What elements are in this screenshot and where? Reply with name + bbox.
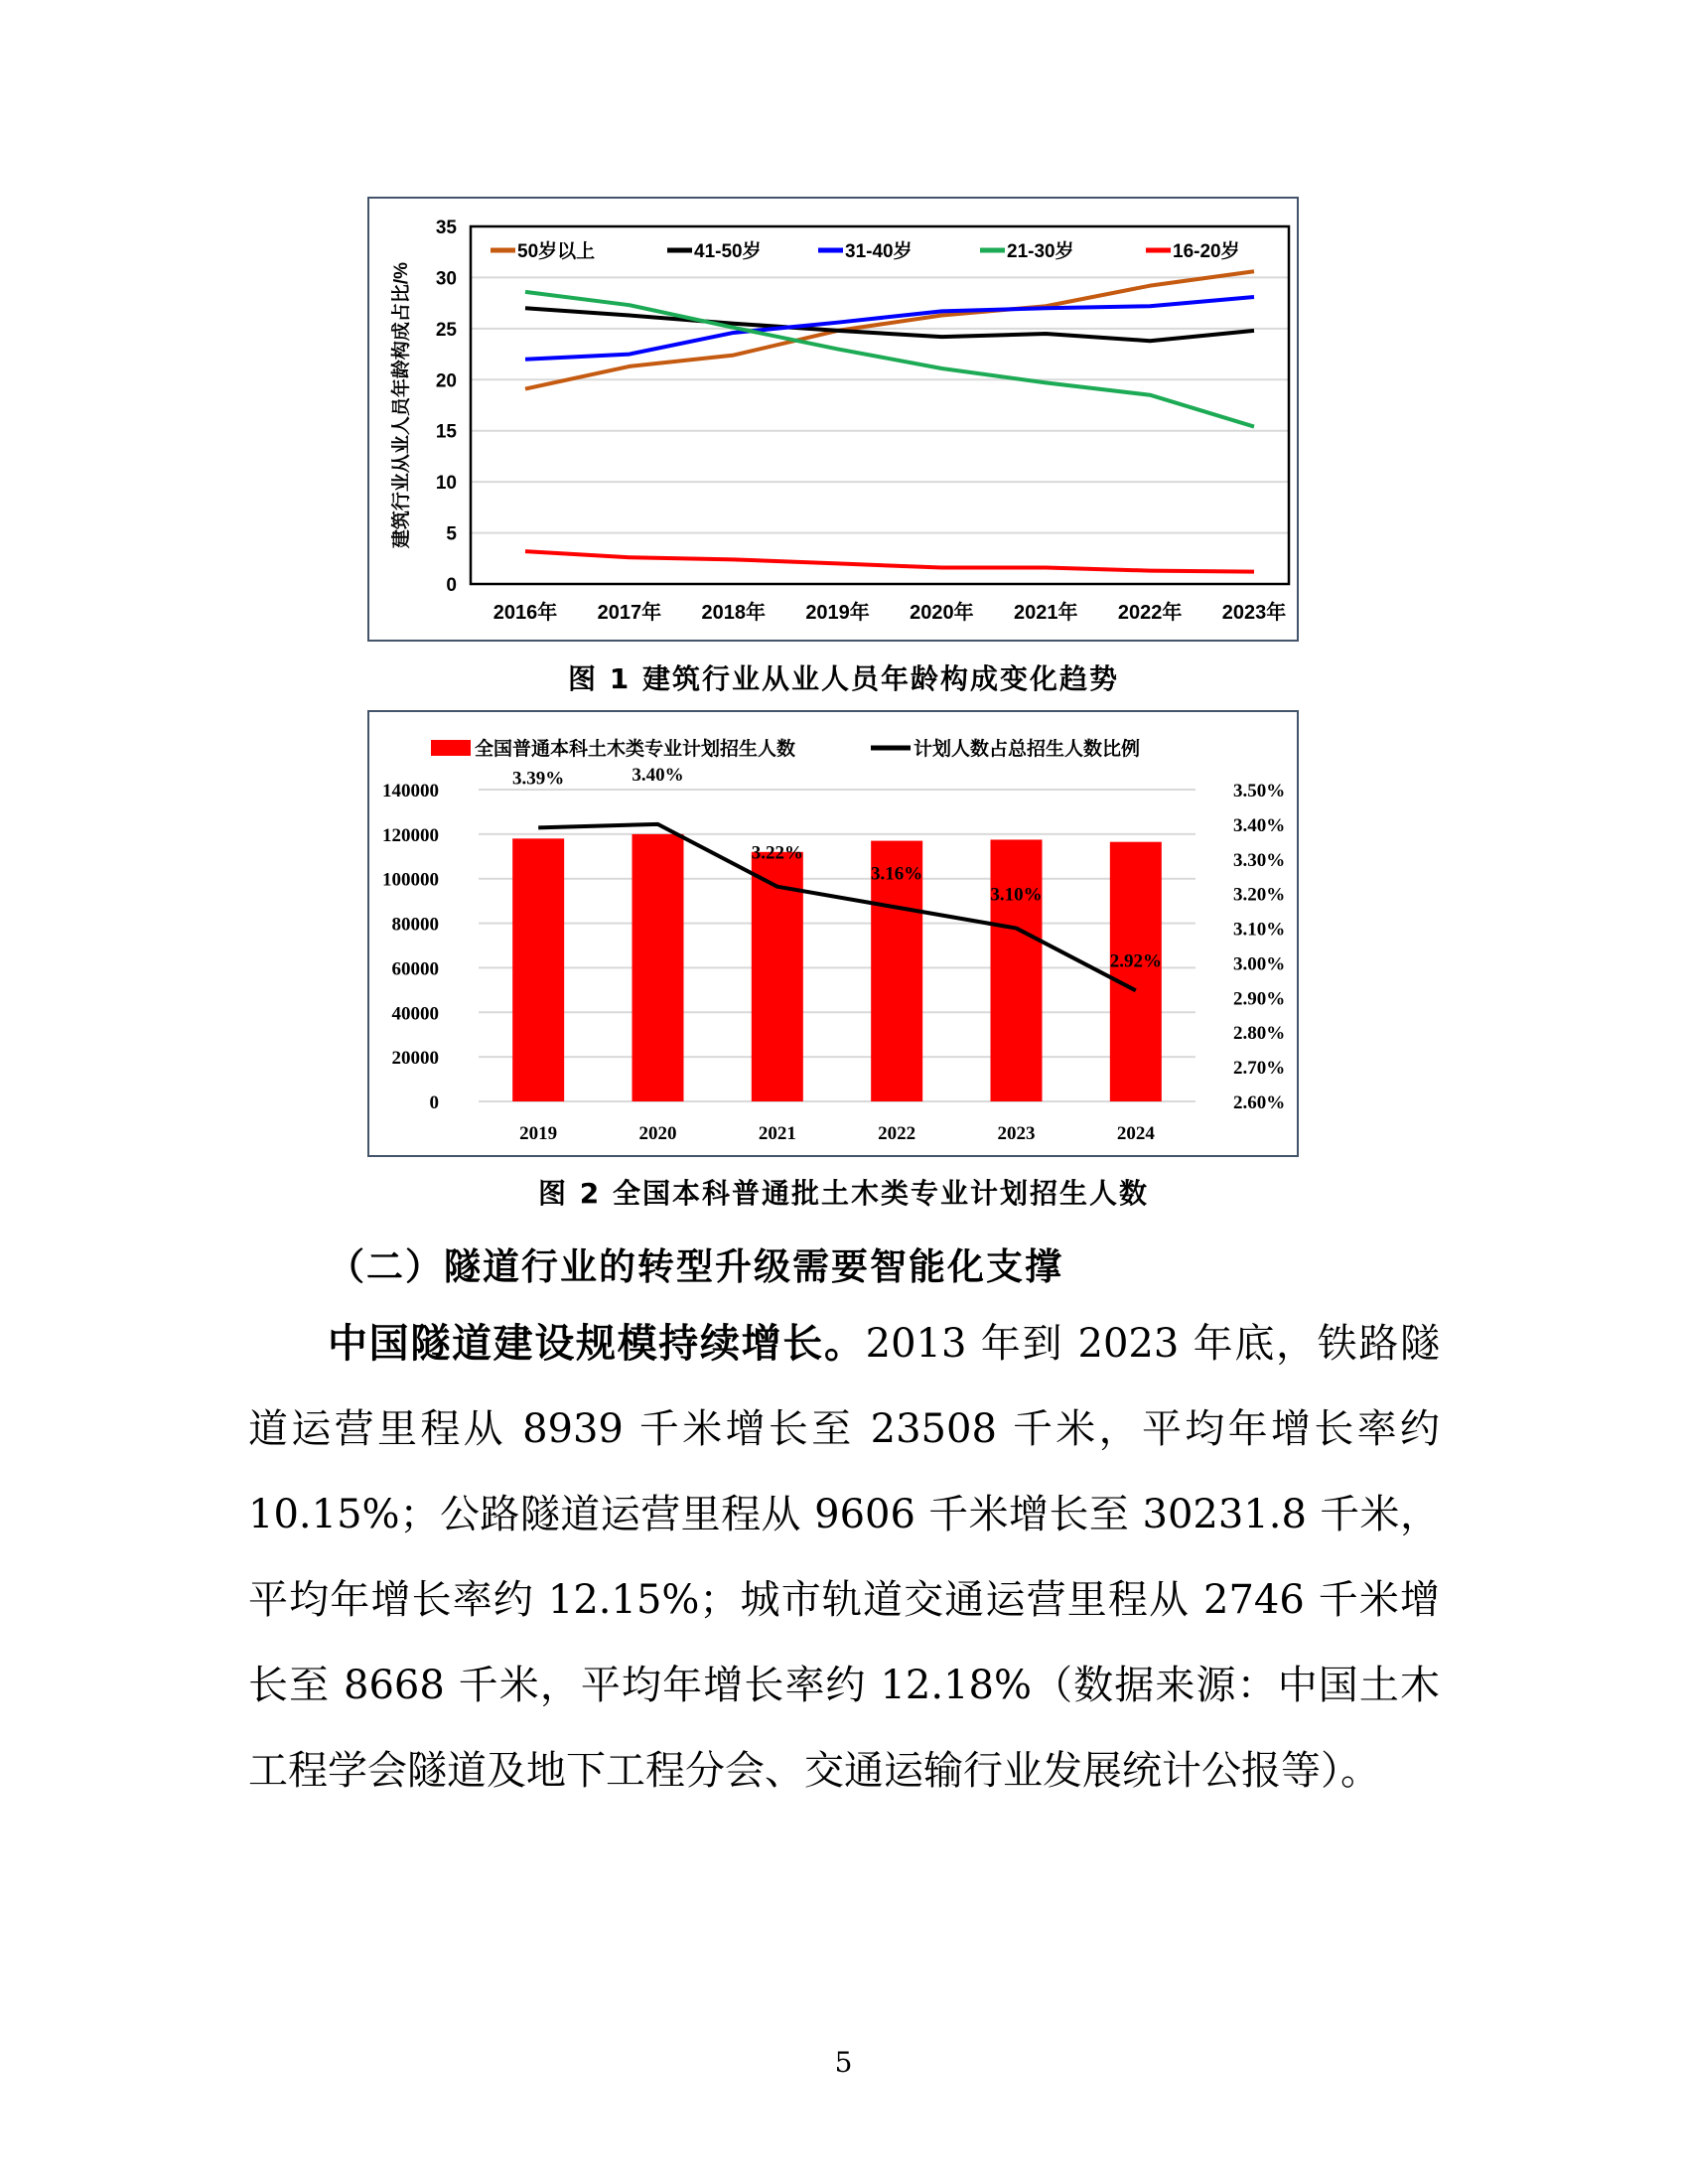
- figure2-caption: 图 2 全国本科普通批土木类专业计划招生人数: [538, 1177, 1149, 1210]
- svg-text:2017年: 2017年: [597, 602, 662, 624]
- figure1-chart: [367, 197, 1299, 642]
- age-composition-line-chart: [369, 199, 1297, 640]
- svg-text:3.22%: 3.22%: [751, 842, 803, 864]
- svg-text:21-30岁: 21-30岁: [1007, 241, 1074, 262]
- svg-text:2020年: 2020年: [910, 602, 974, 624]
- svg-text:2.60%: 2.60%: [1233, 1092, 1286, 1113]
- svg-text:2021: 2021: [758, 1123, 796, 1144]
- svg-text:2019: 2019: [519, 1123, 558, 1144]
- svg-text:35: 35: [435, 218, 457, 238]
- svg-text:20000: 20000: [391, 1048, 439, 1070]
- svg-text:2.92%: 2.92%: [1109, 950, 1162, 972]
- svg-text:41-50岁: 41-50岁: [694, 241, 762, 262]
- paragraph-body: 2013 年到 2023 年底，铁路隧道运营里程从 8939 千米增长至 23508 千米，平均年增长率约 10.15%；公路隧道运营里程从 9606 千米增长至 30231.8 千米，平均年增长率约 12.15%；城市轨道交通运营里程从 2746 千米增长至 8668 千米，平均年增长率约 12.18%（数据来源：中国土木工程学会隧道及地下工程分会、交通运输行业发展统计公报等）。: [248, 1321, 1440, 1794]
- svg-text:60000: 60000: [391, 958, 439, 980]
- svg-text:2018年: 2018年: [701, 602, 766, 624]
- svg-text:全国普通本科土木类专业计划招生人数: 全国普通本科土木类专业计划招生人数: [475, 739, 796, 760]
- figure2-chart: [367, 710, 1299, 1157]
- paragraph-lead: 中国隧道建设规模持续增长。: [328, 1321, 866, 1367]
- svg-text:3.30%: 3.30%: [1233, 849, 1286, 871]
- svg-text:3.16%: 3.16%: [871, 863, 923, 885]
- svg-text:2020: 2020: [638, 1123, 677, 1144]
- svg-text:2.90%: 2.90%: [1233, 988, 1286, 1010]
- svg-text:2019年: 2019年: [805, 602, 870, 624]
- svg-text:3.10%: 3.10%: [1233, 919, 1286, 941]
- svg-text:计划人数占总招生人数比例: 计划人数占总招生人数比例: [914, 739, 1141, 760]
- svg-text:3.40%: 3.40%: [1233, 814, 1286, 836]
- svg-text:120000: 120000: [382, 824, 439, 846]
- svg-text:25: 25: [435, 319, 457, 341]
- svg-text:2022: 2022: [878, 1123, 916, 1144]
- svg-text:3.39%: 3.39%: [512, 768, 565, 790]
- svg-text:5: 5: [446, 523, 457, 545]
- svg-text:2024: 2024: [1116, 1123, 1155, 1144]
- svg-text:0: 0: [446, 575, 457, 596]
- svg-text:3.40%: 3.40%: [632, 764, 684, 786]
- svg-text:31-40岁: 31-40岁: [845, 241, 913, 262]
- body-paragraph: [248, 1301, 1440, 1814]
- svg-text:2021年: 2021年: [1014, 602, 1078, 624]
- svg-text:16-20岁: 16-20岁: [1173, 241, 1240, 262]
- svg-text:3.20%: 3.20%: [1233, 884, 1286, 906]
- svg-text:2.80%: 2.80%: [1233, 1023, 1286, 1045]
- svg-text:建筑行业从业人员年龄构成占比/%: 建筑行业从业人员年龄构成占比/%: [391, 261, 412, 549]
- section-heading: （二）隧道行业的转型升级需要智能化支撑: [328, 1245, 1063, 1288]
- svg-text:20: 20: [435, 370, 457, 392]
- svg-text:3.50%: 3.50%: [1233, 781, 1286, 801]
- figure1-caption: 图 1 建筑行业从业人员年龄构成变化趋势: [568, 662, 1119, 695]
- svg-text:2016年: 2016年: [492, 602, 558, 624]
- svg-text:3.10%: 3.10%: [990, 884, 1043, 906]
- svg-text:15: 15: [435, 421, 457, 443]
- svg-text:30: 30: [435, 268, 457, 290]
- svg-text:50岁以上: 50岁以上: [517, 241, 596, 262]
- svg-text:100000: 100000: [382, 869, 439, 891]
- svg-text:3.00%: 3.00%: [1233, 953, 1286, 975]
- enrollment-bar-line-chart: [369, 712, 1297, 1155]
- svg-text:2023: 2023: [997, 1123, 1036, 1144]
- svg-text:80000: 80000: [391, 914, 439, 936]
- svg-text:140000: 140000: [382, 781, 439, 801]
- svg-text:0: 0: [429, 1092, 439, 1113]
- svg-text:2.70%: 2.70%: [1233, 1058, 1286, 1080]
- svg-text:40000: 40000: [391, 1003, 439, 1025]
- svg-text:2022年: 2022年: [1117, 602, 1183, 624]
- svg-text:10: 10: [435, 473, 457, 495]
- svg-text:2023年: 2023年: [1221, 602, 1287, 624]
- page-number: 5: [834, 2046, 853, 2079]
